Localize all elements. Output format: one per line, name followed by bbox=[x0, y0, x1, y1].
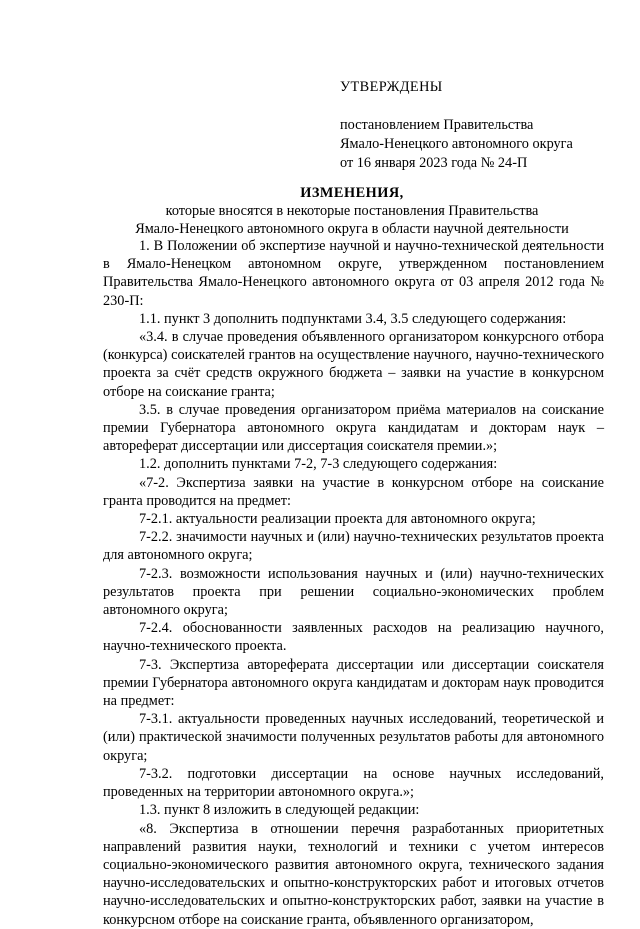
paragraph: 1.3. пункт 8 изложить в следующей редакции: bbox=[139, 802, 420, 819]
document-title bbox=[100, 184, 604, 238]
approval-line: от 16 января 2023 года № 24-П bbox=[340, 155, 528, 171]
approval-stamp bbox=[340, 78, 630, 173]
paragraph: «3.4. в случае проведения объявленного организатором конкурсного отбора (конкурса) соискателей грантов на осуществление научного, научно-технического проекта за счёт средств окружного бюджета – заявки на участие в конкурсном отборе на соискание гранта; bbox=[103, 329, 604, 400]
approval-line: Ямало-Ненецкого автономного округа bbox=[340, 136, 573, 152]
paragraph: «8. Экспертиза в отношении перечня разработанных приоритетных направлений развития науки, технологий и техники с учетом интересов социально-экономического развития автономного округа, технического задания научно-исследовательских и опытно-конструкторских работ и итоговых отчетов научно-исследовательских и опытно-конструкторских работ, заявки на участие в конкурсном отборе на соискание гранта, объявленного организатором, bbox=[103, 820, 604, 928]
paragraph: 7-2.3. возможности использования научных и (или) научно-технических результатов проекта при решении социально-экономических проблем автономного округа; bbox=[103, 565, 604, 619]
paragraph: 1.2. дополнить пунктами 7-2, 7-3 следующего содержания: bbox=[139, 456, 498, 473]
paragraph: 7-3. Экспертиза автореферата диссертации или диссертации соискателя премии Губернатора автономного округа кандидатам и докторам наук проводится на предмет: bbox=[103, 656, 604, 710]
paragraph: 7-2.2. значимости научных и (или) научно-технических результатов проекта для автономного округа; bbox=[103, 529, 604, 564]
approval-line: постановлением Правительства bbox=[340, 117, 534, 133]
paragraph: 7-2.1. актуальности реализации проекта для автономного округа; bbox=[139, 511, 536, 528]
title-subtitle-line: которые вносятся в некоторые постановления Правительства bbox=[165, 203, 539, 219]
paragraph: 1. В Положении об экспертизе научной и научно-технической деятельности в Ямало-Ненецком автономном округе, утвержденном постановлением Правительства Ямало-Ненецкого автономного округа от 03 апреля 2012 года № 230-П: bbox=[103, 238, 604, 309]
paragraph: 1.1. пункт 3 дополнить подпунктами 3.4, 3.5 следующего содержания: bbox=[139, 310, 567, 327]
document-body bbox=[103, 237, 604, 929]
paragraph: 7-2.4. обоснованности заявленных расходов на реализацию научного, научно-технического проекта. bbox=[103, 620, 604, 655]
paragraph: 7-3.1. актуальности проведенных научных исследований, теоретической и (или) практической значимости полученных результатов работы для автономного округа; bbox=[103, 711, 604, 764]
title-main: ИЗМЕНЕНИЯ, bbox=[300, 185, 404, 201]
paragraph: 7-3.2. подготовки диссертации на основе научных исследований, проведенных на территории автономного округа.»; bbox=[103, 765, 604, 801]
paragraph: «7-2. Экспертиза заявки на участие в конкурсном отборе на соискание гранта проводится на предмет: bbox=[103, 474, 604, 509]
title-subtitle-line: Ямало-Ненецкого автономного округа в области научной деятельности bbox=[135, 221, 569, 237]
paragraph: 3.5. в случае проведения организатором приёма материалов на соискание премии Губернатора автономного округа кандидатам и докторам наук – автореферат диссертации или диссертация соискателя премии.»; bbox=[103, 401, 604, 455]
approval-heading: УТВЕРЖДЕНЫ bbox=[340, 79, 443, 95]
